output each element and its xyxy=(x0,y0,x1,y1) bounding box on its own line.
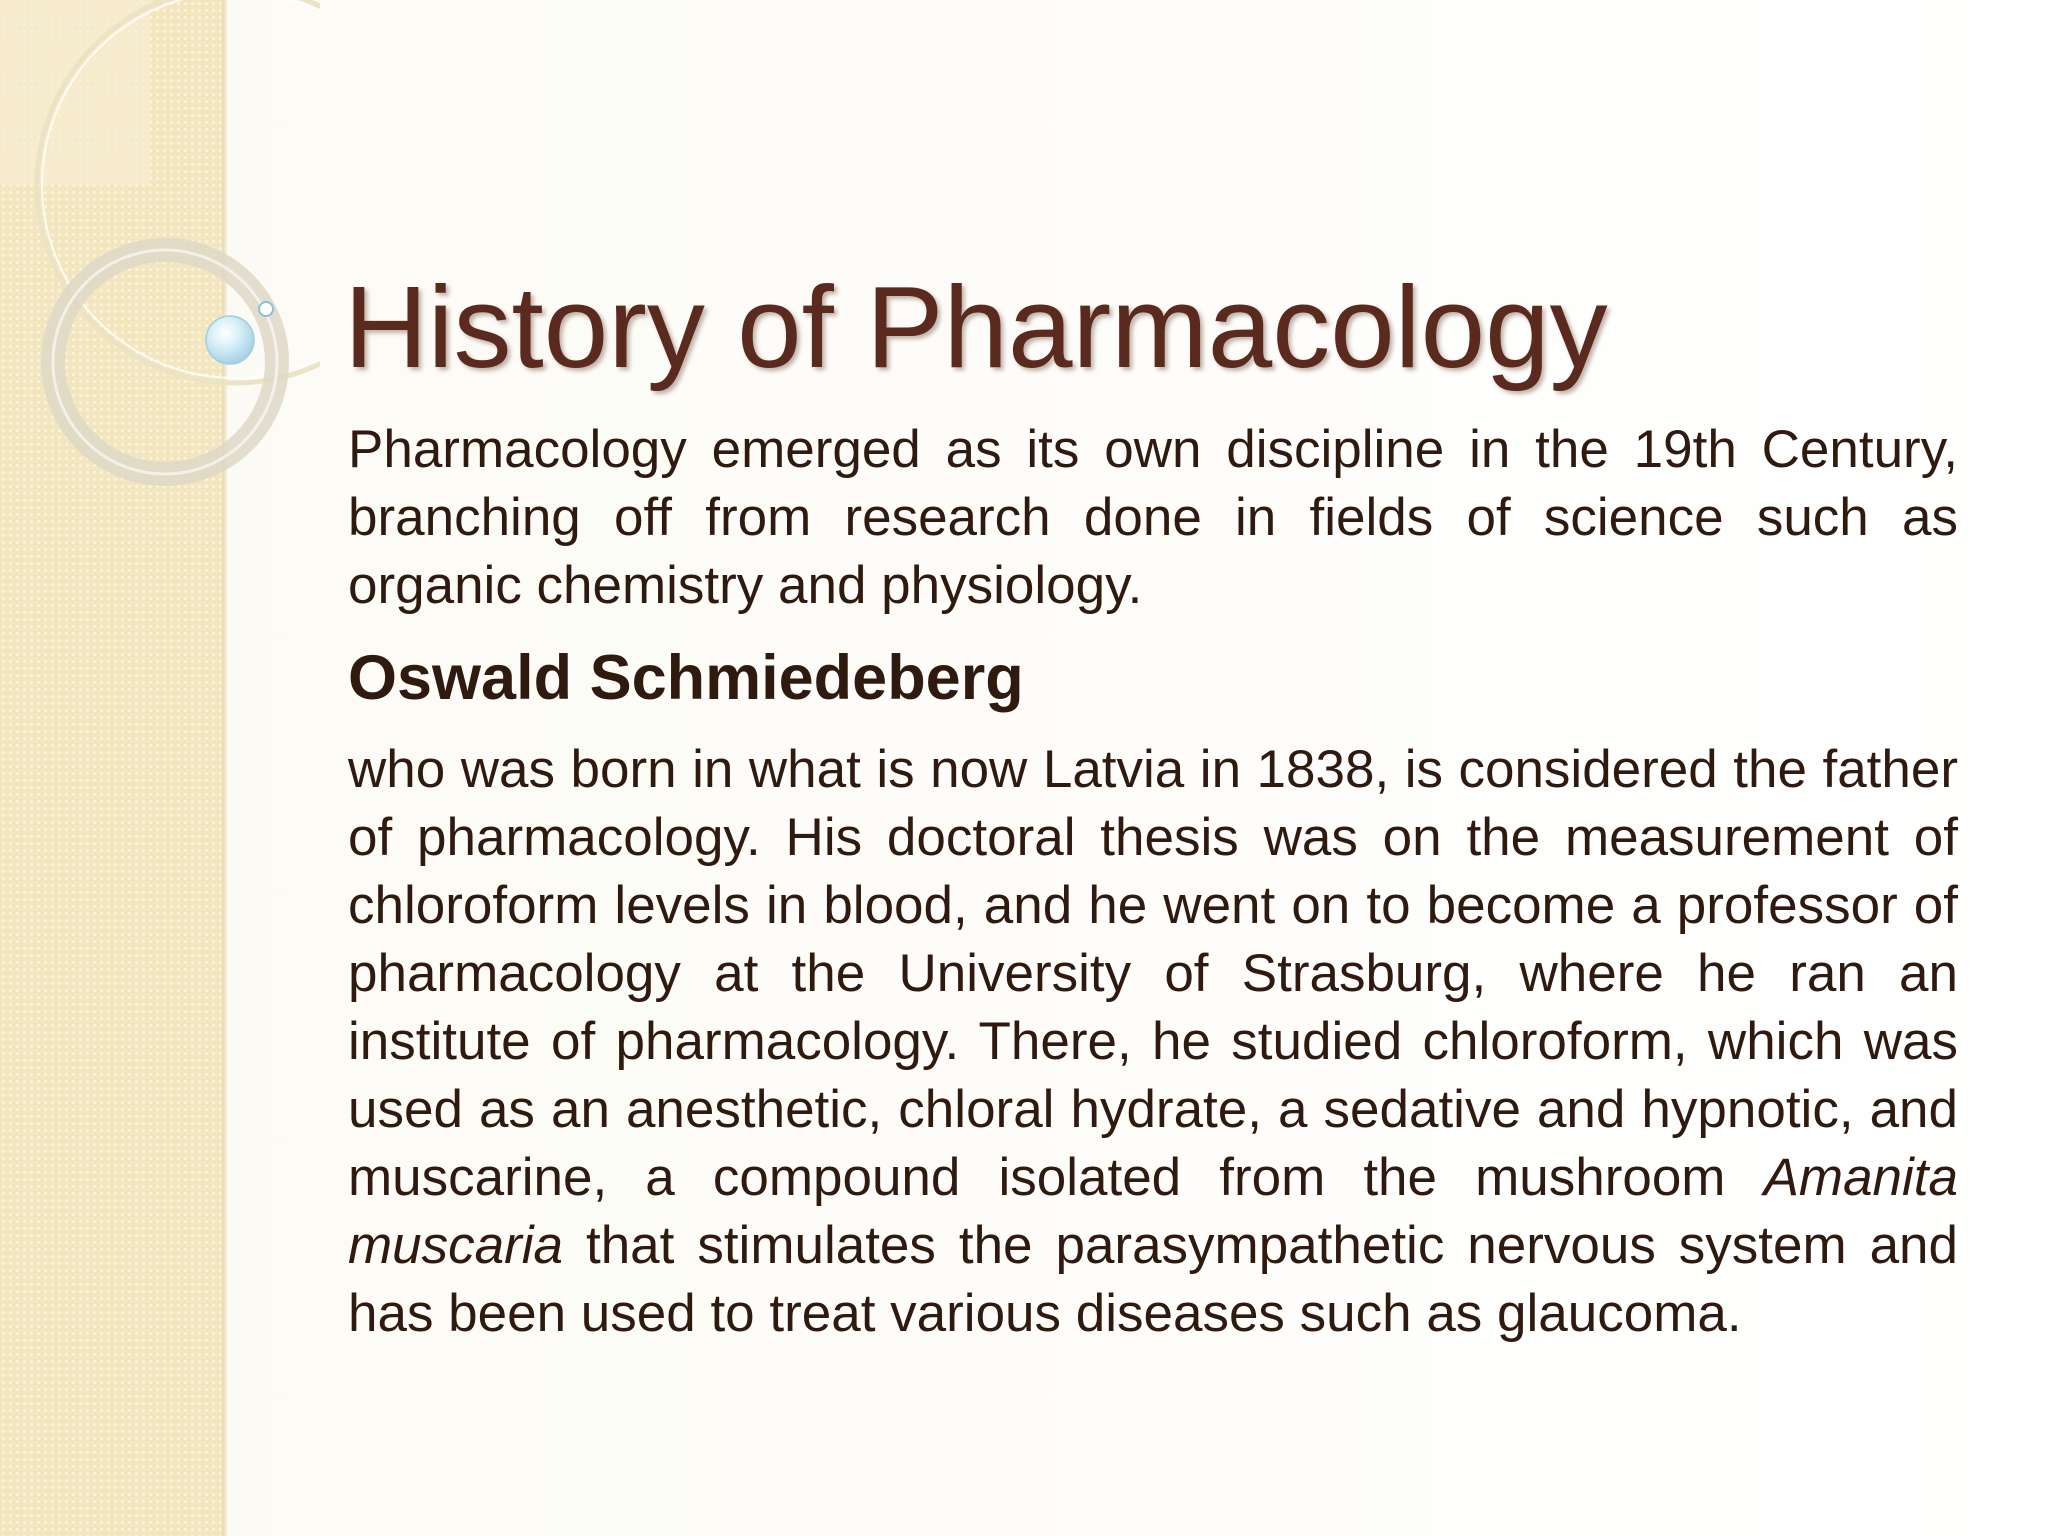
bullet-orb xyxy=(206,316,254,364)
bio-italic-species: Amanita muscaria xyxy=(348,1148,1958,1275)
bio-text-part1: who was born in what is now Latvia in 1838, is considered the father of pharmacology. His doctoral thesis was on the measurement of chloroform levels in blood, and he went on to become a professor of pharmacology at the University of Strasburg, where he ran an institute of pharmacology. There, he studied chloroform, which was used as an anesthetic, chloral hydrate, a sedative and hypnotic, and muscarine, a compound isolated from the mushroom xyxy=(348,740,1958,1207)
corner-panel xyxy=(0,0,150,185)
medium-ring-highlight xyxy=(53,250,277,474)
subheading-name: Oswald Schmiedeberg xyxy=(348,643,1024,713)
slide-title: History of Pharmacology xyxy=(344,262,1608,392)
decorative-rings xyxy=(0,0,320,520)
bullet-orb-small xyxy=(259,302,273,316)
bio-text-part2: that stimulates the parasympathetic nervous system and has been used to treat various diseases such as glaucoma. xyxy=(348,1216,1958,1343)
intro-paragraph: Pharmacology emerged as its own discipline in the 19th Century, branching off from research done in fields of science such as organic chemistry and physiology. xyxy=(348,420,1958,615)
bio-paragraph xyxy=(348,736,1958,1348)
